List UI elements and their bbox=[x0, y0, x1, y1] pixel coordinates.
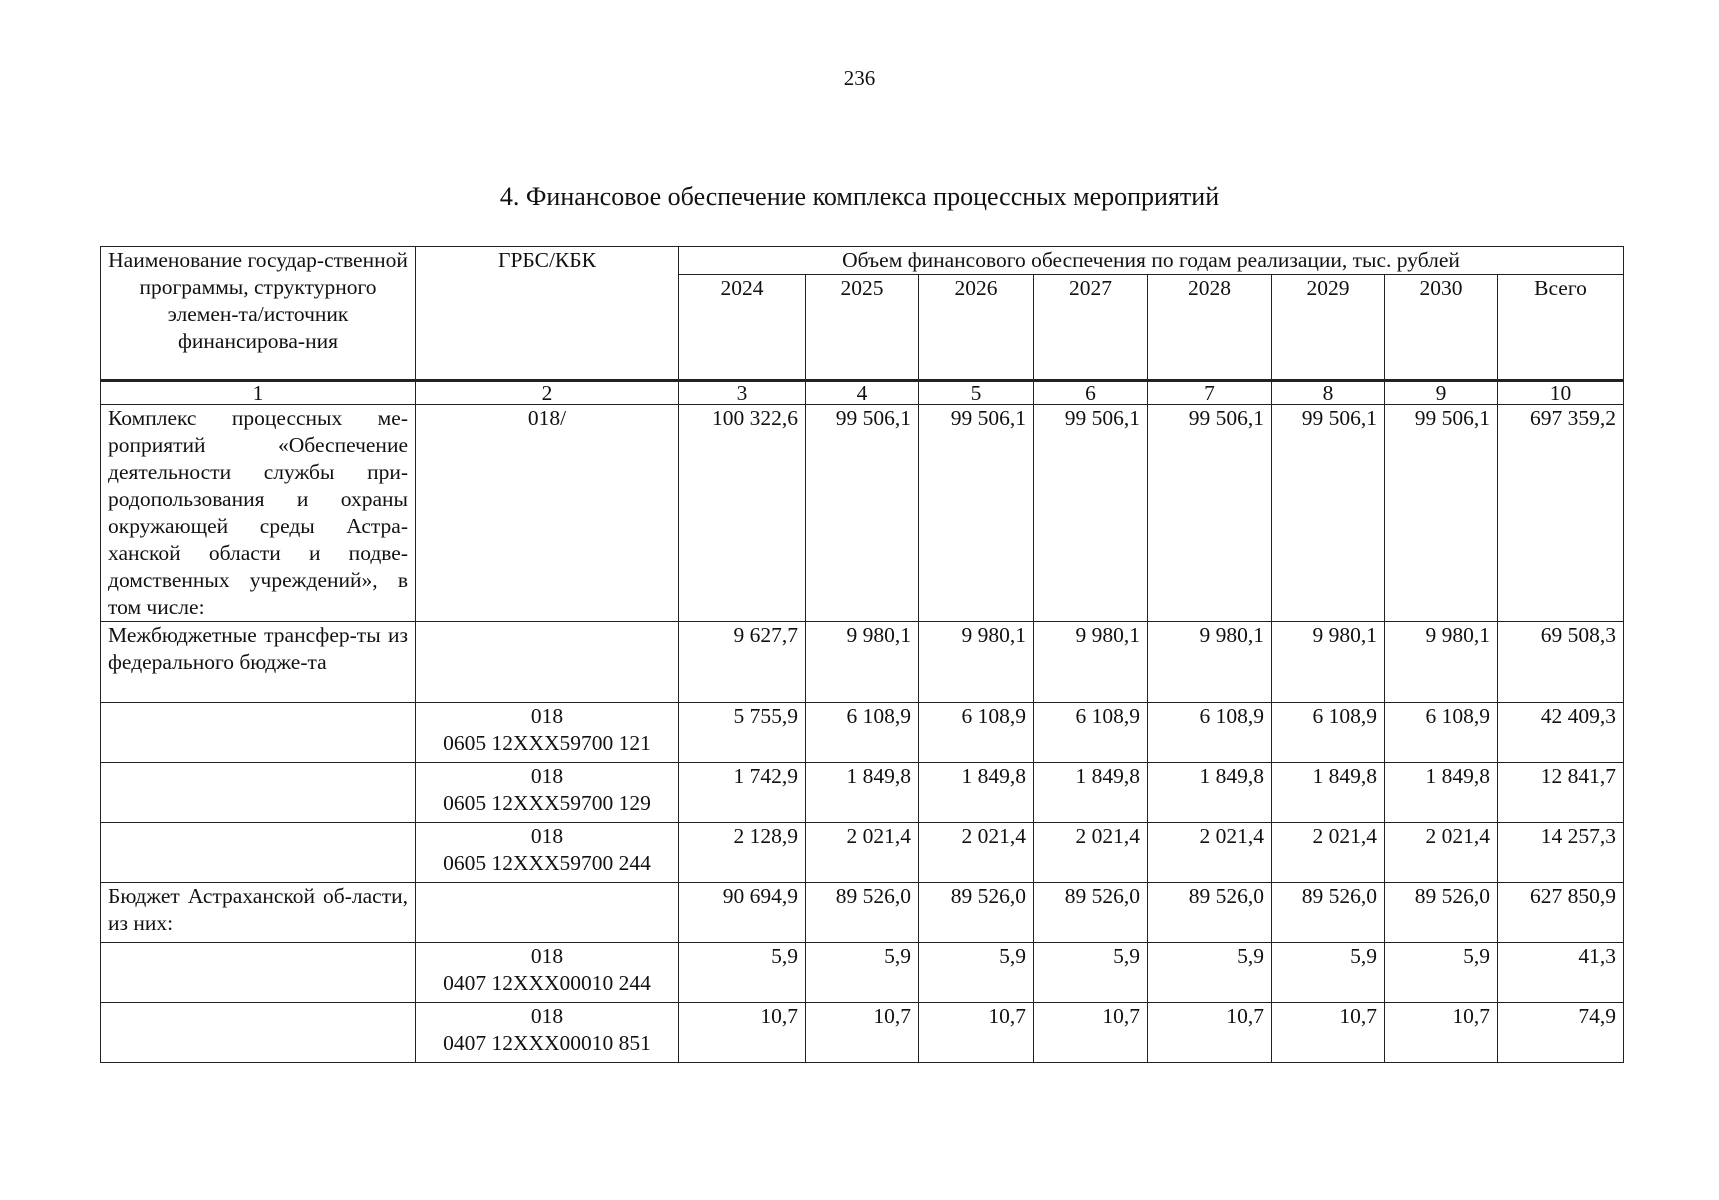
grbs-code: 018 bbox=[530, 764, 564, 788]
table-row bbox=[101, 823, 1624, 883]
row-value-cell: 10,7 bbox=[1148, 1003, 1272, 1063]
row-value-cell: 9 980,1 bbox=[1034, 622, 1148, 703]
row-value-cell: 6 108,9 bbox=[919, 703, 1034, 763]
row-value-cell: 5,9 bbox=[919, 943, 1034, 1003]
row-value-cell: 1 849,8 bbox=[1034, 763, 1148, 823]
row-value-cell: 9 980,1 bbox=[1272, 622, 1385, 703]
row-total-cell: 74,9 bbox=[1498, 1003, 1624, 1063]
row-total-cell: 41,3 bbox=[1498, 943, 1624, 1003]
header-year: 2024 bbox=[679, 275, 806, 381]
row-value-cell: 5,9 bbox=[1272, 943, 1385, 1003]
row-value-cell: 89 526,0 bbox=[1034, 883, 1148, 943]
row-code-cell bbox=[416, 943, 679, 1003]
column-number: 8 bbox=[1272, 381, 1385, 405]
row-total-cell: 627 850,9 bbox=[1498, 883, 1624, 943]
header-financing-group: Объем финансового обеспечения по годам реализации, тыс. рублей bbox=[679, 247, 1624, 275]
row-total-cell: 42 409,3 bbox=[1498, 703, 1624, 763]
row-value-cell: 2 021,4 bbox=[1272, 823, 1385, 883]
row-value-cell: 9 980,1 bbox=[1148, 622, 1272, 703]
grbs-code: 018/ bbox=[527, 406, 567, 430]
row-total-cell: 697 359,2 bbox=[1498, 405, 1624, 622]
row-value-cell: 6 108,9 bbox=[1148, 703, 1272, 763]
row-value-cell: 2 021,4 bbox=[1385, 823, 1498, 883]
row-code-cell bbox=[416, 1003, 679, 1063]
column-number: 2 bbox=[416, 381, 679, 405]
row-value-cell: 89 526,0 bbox=[919, 883, 1034, 943]
table-row bbox=[101, 883, 1624, 943]
header-year: 2025 bbox=[806, 275, 919, 381]
row-value-cell: 6 108,9 bbox=[806, 703, 919, 763]
grbs-code: 018 bbox=[530, 944, 564, 968]
row-name-cell: Комплекс процессных ме-роприятий «Обеспечение деятельности службы при-родопользования и охраны окружающей среды Астра-ханской области и подве-домственных учреждений», в том числе: bbox=[101, 405, 416, 622]
column-number: 1 bbox=[101, 381, 416, 405]
row-value-cell: 5 755,9 bbox=[679, 703, 806, 763]
row-value-cell: 5,9 bbox=[1148, 943, 1272, 1003]
row-code-cell bbox=[416, 823, 679, 883]
table-row bbox=[101, 622, 1624, 703]
page-number: 236 bbox=[843, 66, 876, 90]
row-value-cell: 99 506,1 bbox=[806, 405, 919, 622]
row-value-cell: 1 849,8 bbox=[919, 763, 1034, 823]
row-value-cell: 9 627,7 bbox=[679, 622, 806, 703]
row-value-cell: 99 506,1 bbox=[1385, 405, 1498, 622]
row-code-cell bbox=[416, 622, 679, 703]
header-row bbox=[101, 247, 1624, 275]
row-value-cell: 6 108,9 bbox=[1034, 703, 1148, 763]
header-year: 2028 bbox=[1148, 275, 1272, 381]
row-value-cell: 5,9 bbox=[1385, 943, 1498, 1003]
row-code-cell bbox=[416, 703, 679, 763]
row-code-cell bbox=[416, 883, 679, 943]
row-value-cell: 99 506,1 bbox=[1272, 405, 1385, 622]
header-code-column: ГРБС/КБК bbox=[416, 247, 679, 381]
grbs-code: 018 bbox=[530, 1004, 564, 1028]
row-name-cell: Межбюджетные трансфер-ты из федерального бюдже-та bbox=[101, 622, 416, 703]
column-number: 6 bbox=[1034, 381, 1148, 405]
row-value-cell: 10,7 bbox=[1385, 1003, 1498, 1063]
row-value-cell: 1 849,8 bbox=[1385, 763, 1498, 823]
row-value-cell: 90 694,9 bbox=[679, 883, 806, 943]
row-value-cell: 89 526,0 bbox=[806, 883, 919, 943]
kbk-code: 0605 12ХХХ59700 121 bbox=[443, 731, 651, 755]
row-value-cell: 9 980,1 bbox=[806, 622, 919, 703]
grbs-code: 018 bbox=[530, 824, 564, 848]
row-value-cell: 1 849,8 bbox=[1272, 763, 1385, 823]
column-number: 5 bbox=[919, 381, 1034, 405]
table-row bbox=[101, 1003, 1624, 1063]
table-row bbox=[101, 943, 1624, 1003]
row-value-cell: 99 506,1 bbox=[1034, 405, 1148, 622]
header-year: 2026 bbox=[919, 275, 1034, 381]
row-value-cell: 10,7 bbox=[1272, 1003, 1385, 1063]
row-value-cell: 6 108,9 bbox=[1385, 703, 1498, 763]
row-name-cell bbox=[101, 943, 416, 1003]
row-total-cell: 69 508,3 bbox=[1498, 622, 1624, 703]
row-code-cell bbox=[416, 763, 679, 823]
row-value-cell: 10,7 bbox=[1034, 1003, 1148, 1063]
row-value-cell: 89 526,0 bbox=[1385, 883, 1498, 943]
row-total-cell: 12 841,7 bbox=[1498, 763, 1624, 823]
row-value-cell: 2 021,4 bbox=[1148, 823, 1272, 883]
document-title: 4. Финансовое обеспечение комплекса процессных мероприятий bbox=[499, 182, 1220, 211]
column-number: 4 bbox=[806, 381, 919, 405]
row-value-cell: 2 128,9 bbox=[679, 823, 806, 883]
row-name-cell bbox=[101, 703, 416, 763]
row-value-cell: 9 980,1 bbox=[919, 622, 1034, 703]
row-total-cell: 14 257,3 bbox=[1498, 823, 1624, 883]
row-value-cell: 5,9 bbox=[806, 943, 919, 1003]
kbk-code: 0605 12ХХХ59700 129 bbox=[443, 791, 651, 815]
kbk-code: 0605 12ХХХ59700 244 bbox=[443, 851, 651, 875]
row-value-cell: 1 849,8 bbox=[1148, 763, 1272, 823]
row-value-cell: 2 021,4 bbox=[806, 823, 919, 883]
table-row bbox=[101, 405, 1624, 622]
kbk-code: 0407 12ХХХ00010 851 bbox=[443, 1031, 651, 1055]
financing-table bbox=[100, 246, 1624, 1063]
row-code-cell bbox=[416, 405, 679, 622]
row-value-cell: 100 322,6 bbox=[679, 405, 806, 622]
row-value-cell: 89 526,0 bbox=[1272, 883, 1385, 943]
row-name-cell: Бюджет Астраханской об-ласти, из них: bbox=[101, 883, 416, 943]
row-value-cell: 1 742,9 bbox=[679, 763, 806, 823]
table-row bbox=[101, 703, 1624, 763]
row-value-cell: 1 849,8 bbox=[806, 763, 919, 823]
row-value-cell: 99 506,1 bbox=[1148, 405, 1272, 622]
row-value-cell: 10,7 bbox=[919, 1003, 1034, 1063]
row-value-cell: 9 980,1 bbox=[1385, 622, 1498, 703]
row-value-cell: 2 021,4 bbox=[1034, 823, 1148, 883]
column-number: 7 bbox=[1148, 381, 1272, 405]
grbs-code: 018 bbox=[530, 704, 564, 728]
header-year: 2027 bbox=[1034, 275, 1148, 381]
row-name-cell bbox=[101, 823, 416, 883]
header-name-column: Наименование государ-ственной программы, структурного элемен-та/источник финансирова-ния bbox=[101, 247, 416, 381]
kbk-code: 0407 12ХХХ00010 244 bbox=[443, 971, 651, 995]
header-year: 2029 bbox=[1272, 275, 1385, 381]
row-value-cell: 5,9 bbox=[679, 943, 806, 1003]
column-numbers-row bbox=[101, 381, 1624, 405]
row-value-cell: 6 108,9 bbox=[1272, 703, 1385, 763]
row-name-cell bbox=[101, 1003, 416, 1063]
row-value-cell: 10,7 bbox=[679, 1003, 806, 1063]
row-value-cell: 99 506,1 bbox=[919, 405, 1034, 622]
header-total: Всего bbox=[1498, 275, 1624, 381]
row-value-cell: 89 526,0 bbox=[1148, 883, 1272, 943]
row-value-cell: 2 021,4 bbox=[919, 823, 1034, 883]
column-number: 10 bbox=[1498, 381, 1624, 405]
header-year: 2030 bbox=[1385, 275, 1498, 381]
column-number: 3 bbox=[679, 381, 806, 405]
column-number: 9 bbox=[1385, 381, 1498, 405]
row-value-cell: 10,7 bbox=[806, 1003, 919, 1063]
row-value-cell: 5,9 bbox=[1034, 943, 1148, 1003]
row-name-cell bbox=[101, 763, 416, 823]
table-row bbox=[101, 763, 1624, 823]
